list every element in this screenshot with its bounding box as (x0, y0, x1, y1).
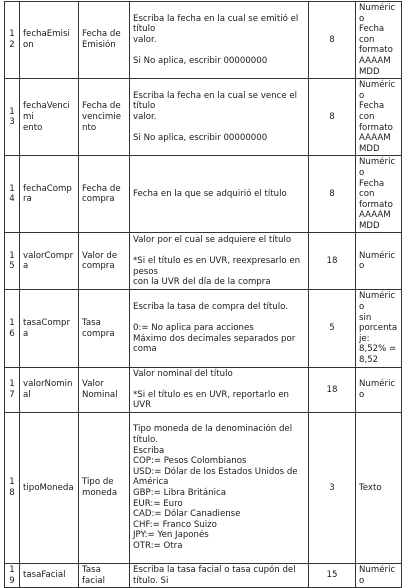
field-spec-table (4, 1, 402, 588)
field-type-line: 8,52% = (359, 344, 397, 355)
field-length: 8 (309, 79, 356, 156)
field-name-line: tasaFacial (23, 570, 66, 581)
field-name (20, 290, 79, 367)
field-description (79, 564, 130, 588)
field-type-line: Fecha con (359, 101, 385, 122)
field-length: 5 (309, 290, 356, 367)
field-instructions-line: 0:= No aplica para acciones (133, 323, 254, 334)
field-instructions-line (133, 313, 305, 324)
field-instructions-line: Si No aplica, escribir 00000000 (133, 133, 268, 144)
field-instructions (130, 290, 309, 367)
field-description-line: compra (82, 194, 115, 205)
field-description-line: Tasa compra (82, 317, 115, 339)
field-instructions-line: USD:= Dólar de los Estados Unidos de América (133, 466, 301, 488)
field-type-line: Numérico (359, 379, 396, 400)
field-type (356, 413, 402, 564)
field-number: 15 (5, 233, 20, 290)
table-row (5, 413, 402, 564)
field-name (20, 564, 79, 588)
field-length: 15 (309, 564, 356, 588)
field-name (20, 367, 79, 412)
table-row (5, 367, 402, 412)
field-type-line: Numérico (359, 250, 396, 272)
field-instructions (130, 156, 309, 233)
field-number: 19 (5, 564, 20, 588)
field-type (356, 367, 402, 412)
field-type-line: Numérico (359, 291, 396, 313)
field-description (79, 367, 130, 412)
field-type-line: Texto (359, 482, 382, 493)
field-instructions-line: Escriba la tasa de compra del título. (133, 302, 288, 313)
field-instructions-line: Escriba la fecha en la cual se vence el título (133, 90, 300, 112)
field-length: 3 (309, 413, 356, 564)
field-number: 12 (5, 2, 20, 79)
field-instructions (130, 367, 309, 412)
field-spec-body (5, 2, 402, 588)
field-instructions (130, 2, 309, 79)
field-name (20, 2, 79, 79)
field-instructions-line (133, 45, 305, 56)
field-type-line: Fecha con (359, 24, 385, 45)
field-instructions-line (133, 246, 305, 257)
field-description-line: Tasa facial (82, 565, 106, 586)
field-description-line: moneda (82, 488, 118, 498)
field-type (356, 79, 402, 156)
field-type-line: formato (359, 45, 393, 56)
field-description (79, 233, 130, 290)
field-length: 18 (309, 233, 356, 290)
field-name-line: ento (23, 122, 43, 133)
field-instructions-line: JPY:= Yen Japonés (133, 530, 209, 541)
table-row (5, 564, 402, 588)
field-description (79, 290, 130, 367)
field-instructions-line: Escriba (133, 445, 165, 456)
field-instructions-line: *Si el título es en UVR, reexpresarlo en pesos (133, 256, 303, 277)
field-instructions-line: Tipo moneda de la denominación del título. (133, 424, 295, 446)
field-description (79, 2, 130, 79)
field-description-line: Fecha de (82, 183, 121, 194)
field-name (20, 233, 79, 290)
field-type-line: Numérico (359, 3, 396, 24)
field-description-line: compra (82, 261, 115, 272)
field-length: 8 (309, 156, 356, 233)
field-instructions-line: Valor por el cual se adquiere el título (133, 234, 292, 245)
field-type-line: Numérico (359, 80, 396, 101)
field-instructions-line: valor. (133, 34, 157, 45)
field-type-line: sin (359, 312, 372, 323)
field-name-line: valorNominal (23, 379, 73, 400)
field-instructions (130, 564, 309, 588)
field-type-line: AAAAMMDD (359, 133, 391, 154)
field-type-line: AAAAMMDD (359, 55, 391, 77)
field-description-line: vencimiento (82, 111, 121, 133)
field-instructions-line: Valor nominal del título (133, 368, 233, 379)
field-description-line: Fecha de (82, 29, 121, 40)
field-type (356, 233, 402, 290)
field-type-line: Fecha con (359, 178, 385, 200)
field-type (356, 156, 402, 233)
field-instructions-line: CAD:= Dólar Canadiense (133, 509, 241, 520)
field-number: 14 (5, 156, 20, 233)
field-instructions-line: Escriba la fecha en la cual se emitió el título (133, 13, 301, 35)
field-instructions-line: Si No aplica, escribir 00000000 (133, 55, 268, 66)
field-instructions (130, 233, 309, 290)
field-description (79, 156, 130, 233)
table-row (5, 233, 402, 290)
field-type-line: formato (359, 122, 393, 133)
field-description (79, 413, 130, 564)
field-number: 13 (5, 79, 20, 156)
field-instructions-line: Fecha en la que se adquirió el título (133, 189, 287, 200)
field-type (356, 564, 402, 588)
field-type-line: AAAAMMDD (359, 210, 391, 231)
field-name-line: fechaEmision (23, 29, 70, 51)
field-instructions-line (133, 123, 305, 134)
field-type-line: 8,52 (359, 355, 379, 366)
field-name-line: fechaVencimi (23, 101, 70, 122)
field-type-line: porcentaje: (359, 323, 398, 344)
field-instructions-line: COP:= Pesos Colombianos (133, 456, 247, 467)
field-type (356, 290, 402, 367)
field-type-line: Numérico (359, 565, 396, 586)
field-length: 8 (309, 2, 356, 79)
table-row (5, 290, 402, 367)
field-name-line: fechaCompra (23, 183, 72, 205)
field-description-line: Valor Nominal (82, 379, 118, 400)
field-instructions-line: EUR:= Euro (133, 498, 183, 509)
field-instructions (130, 413, 309, 564)
field-instructions-line: GBP:= Libra Británica (133, 488, 227, 498)
field-instructions-line: *Si el título es en UVR, reportarlo en UVR (133, 389, 292, 411)
field-description-line: Fecha de (82, 101, 121, 112)
table-row (5, 2, 402, 79)
field-type-line: formato (359, 199, 393, 210)
field-description (79, 79, 130, 156)
field-instructions-line: con la UVR del día de la compra (133, 277, 271, 288)
field-instructions-line: Máximo dos decimales separados por coma (133, 333, 299, 355)
field-name-line: tasaCompra (23, 317, 70, 339)
field-name-line: tipoMoneda (23, 482, 74, 493)
field-name (20, 413, 79, 564)
field-type (356, 2, 402, 79)
field-type-line: Numérico (359, 157, 396, 178)
field-number: 17 (5, 367, 20, 412)
field-name (20, 156, 79, 233)
field-length: 18 (309, 367, 356, 412)
field-instructions (130, 79, 309, 156)
field-instructions-line (133, 379, 305, 390)
field-description-line: Valor de (82, 250, 118, 261)
field-instructions-line: Escriba la tasa facial o tasa cupón del título. Si (133, 565, 299, 586)
field-description-line: Emisión (82, 40, 116, 51)
field-instructions-line: CHF:= Franco Suizo (133, 519, 217, 530)
field-instructions-line: OTR:= Otra (133, 540, 183, 551)
field-name (20, 79, 79, 156)
table-row (5, 156, 402, 233)
table-row (5, 79, 402, 156)
field-number: 18 (5, 413, 20, 564)
field-name-line: valorCompra (23, 250, 74, 272)
field-description-line: Tipo de (82, 477, 114, 488)
field-instructions-line: valor. (133, 111, 157, 122)
field-number: 16 (5, 290, 20, 367)
